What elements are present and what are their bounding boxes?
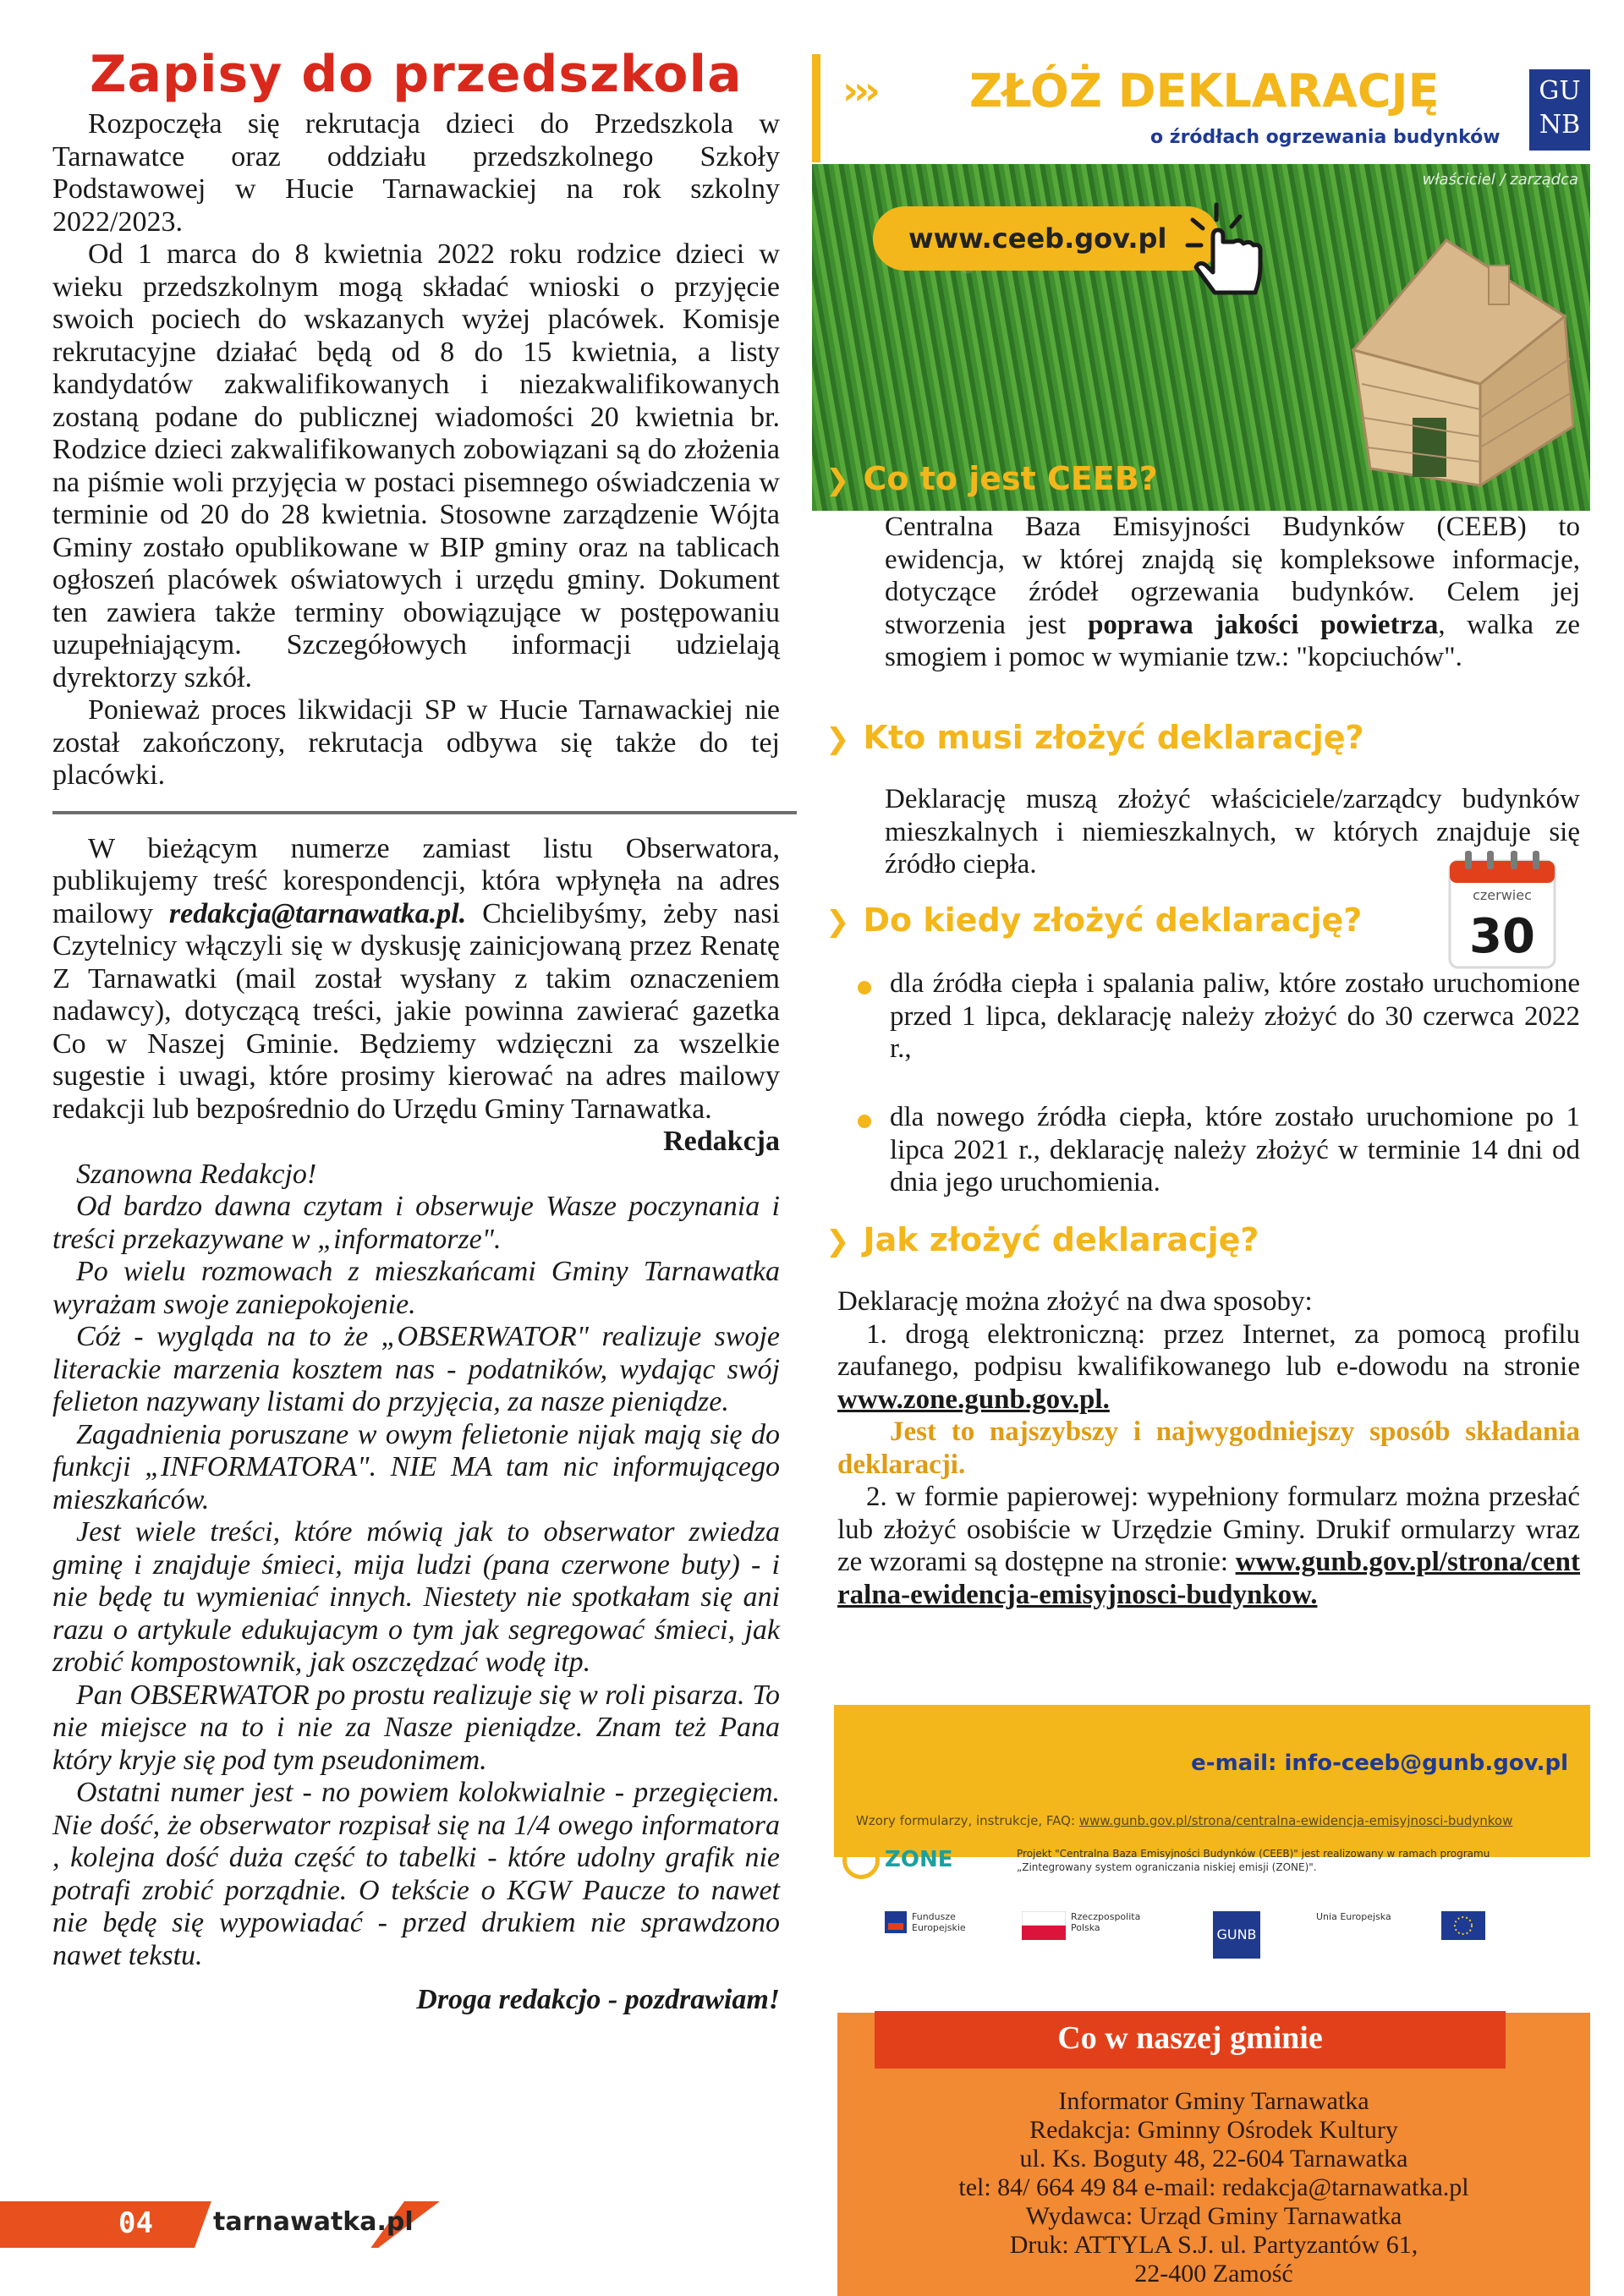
eu-flag-icon	[1441, 1911, 1485, 1940]
section-heading-text: Jak złożyć deklarację?	[863, 1221, 1259, 1258]
poland-logo	[1022, 1911, 1166, 1950]
project-note: Projekt "Centralna Baza Emisyjności Budynków (CEEB)" jest realizowany w ramach programu „Zintegrowany system ograniczania niskiej emisji (ZONE)".	[1017, 1848, 1490, 1873]
publisher-line: 22-400 Zamość	[1134, 2260, 1293, 2288]
chevron-right-icon: ❯	[826, 1225, 850, 1258]
poland-flag-icon	[1022, 1911, 1066, 1940]
letter-paragraph: Pan OBSERWATOR po prostu realizuje się w roli pisarza. To nie miejsce na to i nie za Nasze pieniądze. Znam też Pana który kryje się pod tym pseudonimem.	[52, 1679, 780, 1776]
logo-label: Fundusze Europejskie	[912, 1911, 966, 1933]
letter-closing: Droga redakcjo - pozdrawiam!	[416, 1984, 780, 2015]
calendar-icon	[1443, 847, 1561, 974]
section-heading-text: Do kiedy złożyć deklarację?	[863, 901, 1363, 939]
intro-text: Chcielibyśmy, żeby nasi Czytelnicy włączyli się w dyskusję zainicjowaną przez Renatę Z Tarnawatki (mail został wysłany z takim oznaczeniem nadawcy), dotyczącą treści, jakie powinna zawierać gazetka Co w Naszej Gminie. Będziemy wdzięczni za wszelkie sugestie i uwagi, które prosimy kierować na adres mailowy redakcji lub bezpośrednio do Urzędu Gminy Tarnawatka.	[52, 897, 781, 1125]
intro-text: W bieżącym numerze zamiast listu Obserwatora, publikujemy treść korespondencji, która wpłynęła na adres mailowy	[52, 832, 780, 929]
gunb-small-logo: GUNB	[1213, 1911, 1260, 1959]
contact-strip	[834, 1705, 1590, 1857]
eu-funds-logo	[885, 1911, 995, 1950]
chevron-right-icon: ❯	[826, 463, 850, 497]
zone-link[interactable]: www.zone.gunb.gov.pl.	[837, 1384, 1110, 1415]
bullet-dot-icon	[858, 981, 871, 995]
what-text: Centralna Baza Emisyjności Budynków (CEEB) to ewidencja, w której znajdą się kompleksowe informacje, dotyczące źródeł ogrzewania budynków. Celem jej stworzenia jest	[885, 512, 1580, 640]
hand-cursor-icon	[1176, 195, 1286, 304]
gunb-link[interactable]: www.gunb.gov.pl/strona/centralna-ewidencja-emisyjnosci-budynkow.	[837, 1547, 1581, 1610]
kindergarten-article	[52, 108, 780, 792]
how-item-1	[837, 1318, 1580, 1417]
eu-logo	[1316, 1911, 1485, 1950]
section-text-what	[885, 511, 1580, 674]
publisher-line: Informator Gminy Tarnawatka	[1058, 2087, 1369, 2115]
how-intro: Deklarację można złożyć na dwa sposoby:	[837, 1286, 1313, 1317]
reader-letter	[52, 1159, 780, 2017]
publisher-box	[837, 2013, 1590, 2296]
ceeb-url-link[interactable]: www.ceeb.gov.pl	[873, 206, 1220, 271]
what-text: , walka ze smogiem i pomoc w wymianie tzw.: "kopciuchów".	[885, 609, 1580, 672]
letter-paragraph: Cóż - wygląda na to że „OBSERWATOR" realizuje swoje literackie marzenia kosztem nas - podatników, wydając swój felieton nazywany listami do przyjęcia, za nasze pieniądze.	[52, 1321, 780, 1417]
section-heading-who	[826, 719, 1364, 756]
page-number: 04	[118, 2206, 153, 2240]
when-bullet-2: dla nowego źródła ciepła, które zostało uruchomione po 1 lipca 2021 r., deklarację należy złożyć w terminie 14 dni od dnia jego uruchomienia.	[890, 1102, 1580, 1197]
letter-paragraph: Jest wiele treści, które mówią jak to obserwator zwiedza gminę i znajduje śmieci, mija ludzi (pana czerwone buty) - i nie będę tu wymieniać innych. Niestety nie spotkałam się ani razu o artykule edukujacym o tym jak segregować śmieci, jak zrobić kompostownik, jak oszczędzać wodę itp.	[52, 1516, 780, 1678]
declaration-subtitle: o źródłach ogrzewania budynków	[1150, 127, 1501, 148]
letter-paragraph: Ostatni numer jest - no powiem kolokwialnie - przegięciem. Nie dość, że obserwator rozpisał się na 1/4 owego informatora , kolejna dość duża część to tabelki - które udolny grafik nie potrafi zrobić porządnie. O tekście o KGW Paucze to nawet nie będę się wypowiadać - przed drukiem nie sprawdzono nawet tekstu.	[52, 1777, 780, 1971]
accent-bar	[812, 54, 820, 162]
section-divider	[52, 811, 797, 814]
publisher-line: Redakcja: Gminny Ośrodek Kultury	[1029, 2116, 1398, 2144]
footer-site: tarnawatka.pl	[213, 2207, 414, 2237]
publisher-line: Druk: ATTYLA S.J. ul. Partyzantów 61,	[1009, 2231, 1418, 2259]
section-heading-what	[826, 460, 1158, 497]
gunb-logo	[1529, 69, 1590, 151]
letter-paragraph: Zagadnienia poruszane w owym felietonie nijak mają się do funkcji „INFORMATORA". NIE MA tam nic informującego mieszkańców.	[52, 1418, 780, 1515]
forms-info	[856, 1813, 1512, 1828]
when-bullet-1: dla źródła ciepła i spalania paliw, które zostało uruchomione przed 1 lipca, deklarację należy złożyć do 30 czerwca 2022 r.,	[890, 968, 1580, 1064]
photo-caption: właściciel / zarządca	[1422, 171, 1578, 189]
chevron-right-icon: ❯	[826, 722, 850, 756]
section-heading-text: Kto musi złożyć deklarację?	[863, 719, 1364, 756]
eu-funds-icon	[885, 1911, 907, 1933]
section-heading-text: Co to jest CEEB?	[863, 460, 1158, 497]
letter-paragraph: Od bardzo dawna czytam i obserwuje Wasze poczynania i treści przekazywane w „informatorze".	[52, 1191, 780, 1255]
section-heading-when	[826, 901, 1362, 939]
zone-logo-text: ZONE	[885, 1847, 953, 1872]
gunb-logo-text: NB	[1539, 110, 1581, 140]
editorial-intro	[52, 833, 780, 1159]
publisher-line: Wydawca: Urząd Gminy Tarnawatka	[1025, 2202, 1402, 2230]
editorial-email: redakcja@tarnawatka.pl.	[168, 897, 467, 929]
zone-logo-icon	[842, 1842, 880, 1879]
section-text-who: Deklarację muszą złożyć właściciele/zarządcy budynków mieszkalnych i niemieszkalnych, w których znajduje się źródło ciepła.	[885, 784, 1580, 879]
page-title: Zapisy do przedszkola	[90, 45, 743, 104]
how-item-2	[837, 1481, 1580, 1611]
forms-label: Wzory formularzy, instrukcje, FAQ:	[856, 1813, 1076, 1828]
chevron-right-icon: ❯	[826, 905, 850, 939]
ceeb-email-link[interactable]: e-mail: info-ceeb@gunb.gov.pl	[1191, 1751, 1568, 1776]
how-item-2-text: 2. w formie papierowej: wypełniony formularz można przesłać lub złożyć osobiście w Urzędzie Gminy. Drukif ormularzy wraz ze wzorami są dostępne na stronie:	[837, 1482, 1580, 1577]
calendar-day: 30	[1469, 909, 1535, 964]
intro-signature: Redakcja	[663, 1126, 780, 1157]
publisher-line: ul. Ks. Boguty 48, 22-604 Tarnawatka	[1019, 2145, 1408, 2173]
how-item-1-text: 1. drogą elektroniczną: przez Internet, za pomocą profilu zaufanego, podpisu kwalifikowanego lub e-dowodu na stronie	[837, 1318, 1580, 1382]
declaration-header	[812, 54, 1590, 162]
what-text-bold: poprawa jakości powietrza	[1088, 609, 1439, 640]
how-highlight: Jest to najszybszy i najwygodniejszy sposób składania deklaracji.	[837, 1417, 1580, 1480]
forms-link[interactable]: www.gunb.gov.pl/strona/centralna-ewidencja-emisyjnosci-budynkow	[1078, 1813, 1513, 1828]
bullet-dot-icon	[858, 1115, 871, 1128]
gunb-logo-text: GU	[1539, 76, 1581, 106]
letter-paragraph: Szanowna Redakcjo!	[76, 1158, 317, 1190]
intro-paragraph	[52, 833, 780, 1126]
ceeb-panel	[812, 54, 1590, 2288]
article-paragraph: Od 1 marca do 8 kwietnia 2022 roku rodzice dzieci w wieku przedszkolnym mogą składać wnioski o przyjęcie swoich pociech do wskazanych wyżej placówek. Komisje rekrutacyjne działać będą od 8 do 15 kwietnia, a listy kandydatów zakwalifikowanych i niezakwalifikowanych zostaną podane do publicznej wiadomości 20 kwietnia br. Rodzice dzieci zakwalifikowanych zobowiązani są do złożenia na piśmie woli przyjęcia w postaci pisemnego oświadczenia w terminie od 20 do 28 kwietnia. Stosowne zarządzenie Wójta Gminy zostało opublikowane w BIP gminy oraz na tablicach ogłoszeń placówek oświatowych i urzędu gminy. Dokument ten zawiera także terminy obowiązujące w postępowaniu uzupełniającym. Szczegółowych informacji udzielają dyrektorzy szkół.	[52, 238, 780, 693]
logo-label: Rzeczpospolita Polska	[1071, 1911, 1141, 1933]
left-column	[52, 41, 780, 2017]
chevrons-icon: ›››	[842, 68, 875, 113]
publisher-title: Co w naszej gminie	[1057, 2020, 1323, 2056]
calendar-month: czerwiec	[1473, 887, 1532, 903]
section-text-how	[837, 1285, 1580, 1611]
logo-label: Unia Europejska	[1316, 1911, 1391, 1922]
declaration-title: ZŁÓŻ DEKLARACJĘ	[969, 64, 1440, 118]
article-paragraph: Rozpoczęła się rekrutacja dzieci do Przedszkola w Tarnawatce oraz oddziału przedszkolnego Szkoły Podstawowej w Hucie Tarnawackiej na rok szkolny 2022/2023.	[52, 108, 780, 238]
article-paragraph: Ponieważ proces likwidacji SP w Hucie Tarnawackiej nie został zakończony, rekrutacja odbywa się także do tej placówki.	[52, 694, 780, 791]
grass-photo	[812, 164, 1590, 511]
page-footer	[0, 2201, 440, 2248]
wooden-house-illustration	[1320, 215, 1590, 502]
partner-logos	[842, 1835, 1587, 1962]
letter-paragraph: Po wielu rozmowach z mieszkańcami Gminy Tarnawatka wyrażam swoje zaniepokojenie.	[52, 1256, 780, 1320]
section-heading-how	[826, 1221, 1259, 1258]
publisher-line: tel: 84/ 664 49 84 e-mail: redakcja@tarnawatka.pl	[958, 2173, 1469, 2201]
